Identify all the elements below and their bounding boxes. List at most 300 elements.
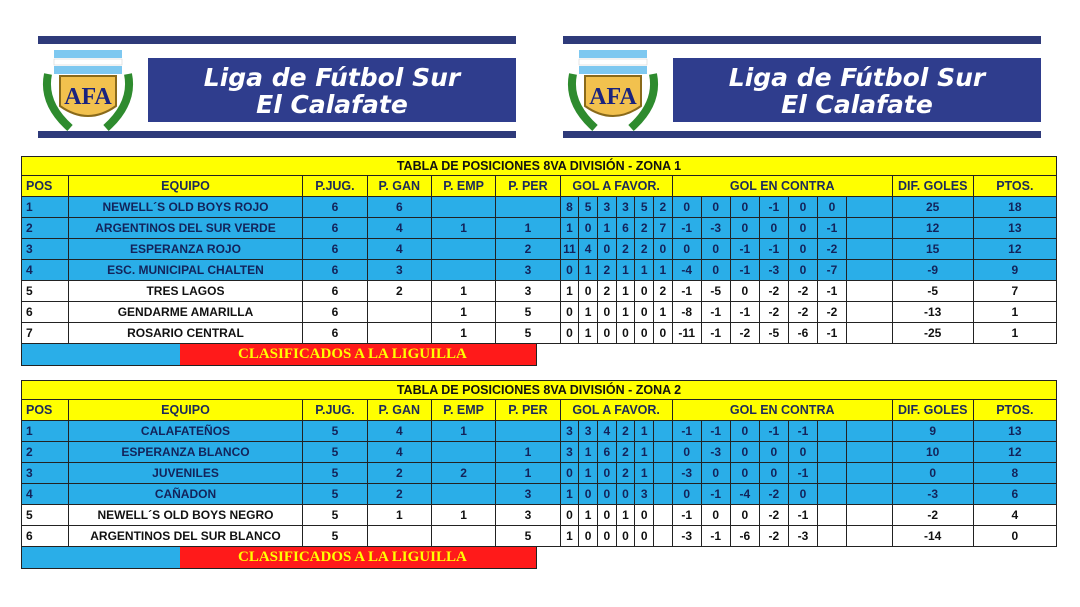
- col-dif: DIF. GOLES: [892, 176, 973, 197]
- cell-pemp: 1: [431, 218, 495, 239]
- cell-pos: 2: [22, 442, 69, 463]
- cell-gol-favor: 1: [597, 218, 616, 239]
- cell-gol-contra: -2: [759, 281, 788, 302]
- cell-gol-favor: 2: [635, 239, 654, 260]
- cell-pper: 3: [496, 281, 560, 302]
- cell-ptos: 1: [973, 302, 1056, 323]
- col-pgan: P. GAN: [367, 176, 431, 197]
- cell-gol-favor: [654, 421, 673, 442]
- banner-top-bar: [563, 36, 1041, 44]
- cell-pgan: [367, 323, 431, 344]
- banner-bottom-bar: [563, 131, 1041, 138]
- cell-team: NEWELL´S OLD BOYS ROJO: [68, 197, 303, 218]
- cell-gol-favor: 3: [560, 442, 579, 463]
- league-banner-left: [38, 36, 516, 140]
- cell-spacer: [847, 323, 893, 344]
- legend-label: CLASIFICADOS A LA LIGUILLA: [180, 547, 536, 568]
- cell-pgan: [367, 526, 431, 547]
- cell-gol-favor: 1: [616, 281, 635, 302]
- cell-gol-contra: -1: [759, 421, 788, 442]
- col-gol-contra: GOL EN CONTRA: [672, 176, 892, 197]
- cell-gol-contra: [817, 526, 846, 547]
- col-ptos: PTOS.: [973, 176, 1056, 197]
- cell-pemp: [431, 484, 495, 505]
- cell-pper: 1: [496, 442, 560, 463]
- standings-zona-1: [21, 156, 1057, 366]
- cell-gol-contra: -1: [701, 302, 730, 323]
- cell-gol-contra: 0: [701, 463, 730, 484]
- cell-gol-contra: 0: [788, 442, 817, 463]
- cell-pos: 6: [22, 302, 69, 323]
- cell-pper: 1: [496, 463, 560, 484]
- cell-gol-favor: 1: [579, 505, 598, 526]
- cell-pper: 5: [496, 323, 560, 344]
- cell-gol-favor: 0: [597, 505, 616, 526]
- col-equipo: EQUIPO: [68, 176, 303, 197]
- cell-dif: -3: [892, 484, 973, 505]
- cell-pemp: 1: [431, 421, 495, 442]
- col-pper: P. PER: [496, 400, 560, 421]
- cell-ptos: 9: [973, 260, 1056, 281]
- cell-gol-contra: 0: [788, 197, 817, 218]
- cell-ptos: 0: [973, 526, 1056, 547]
- cell-gol-contra: -2: [817, 302, 846, 323]
- cell-dif: 9: [892, 421, 973, 442]
- cell-pos: 3: [22, 239, 69, 260]
- cell-pper: 3: [496, 505, 560, 526]
- cell-dif: 12: [892, 218, 973, 239]
- cell-gol-favor: 1: [560, 281, 579, 302]
- cell-gol-contra: -1: [817, 281, 846, 302]
- cell-dif: 25: [892, 197, 973, 218]
- cell-pjug: 5: [303, 421, 367, 442]
- cell-pgan: [367, 302, 431, 323]
- cell-pemp: 2: [431, 463, 495, 484]
- cell-gol-favor: 0: [560, 463, 579, 484]
- col-pjug: P.JUG.: [303, 176, 367, 197]
- cell-spacer: [847, 260, 893, 281]
- cell-gol-contra: -4: [730, 484, 759, 505]
- cell-pos: 7: [22, 323, 69, 344]
- cell-gol-favor: 2: [616, 239, 635, 260]
- cell-spacer: [847, 484, 893, 505]
- cell-pjug: 6: [303, 323, 367, 344]
- cell-pos: 3: [22, 463, 69, 484]
- legend-blue-swatch: [22, 547, 180, 568]
- cell-pjug: 5: [303, 526, 367, 547]
- cell-pemp: [431, 197, 495, 218]
- col-gol-favor: GOL A FAVOR.: [560, 176, 672, 197]
- table-row: [22, 218, 1057, 239]
- table-title: TABLA DE POSICIONES 8VA DIVISIÓN - ZONA 2: [22, 381, 1057, 400]
- cell-gol-contra: 0: [701, 260, 730, 281]
- cell-gol-favor: 1: [635, 421, 654, 442]
- table-title: TABLA DE POSICIONES 8VA DIVISIÓN - ZONA 1: [22, 157, 1057, 176]
- cell-gol-contra: -7: [817, 260, 846, 281]
- cell-dif: -9: [892, 260, 973, 281]
- cell-pjug: 5: [303, 505, 367, 526]
- cell-pjug: 6: [303, 302, 367, 323]
- cell-gol-favor: 4: [579, 239, 598, 260]
- cell-ptos: 12: [973, 239, 1056, 260]
- cell-pjug: 5: [303, 463, 367, 484]
- cell-gol-favor: 2: [635, 218, 654, 239]
- cell-gol-contra: 0: [788, 484, 817, 505]
- cell-gol-contra: -1: [817, 218, 846, 239]
- cell-gol-contra: 0: [701, 197, 730, 218]
- cell-gol-favor: 1: [560, 484, 579, 505]
- col-pper: P. PER: [496, 176, 560, 197]
- table-row: [22, 260, 1057, 281]
- col-equipo: EQUIPO: [68, 400, 303, 421]
- table-row: [22, 281, 1057, 302]
- classified-legend: [21, 547, 537, 569]
- afa-logo-icon: [565, 48, 661, 134]
- cell-pper: [496, 197, 560, 218]
- cell-gol-contra: -1: [730, 260, 759, 281]
- cell-ptos: 7: [973, 281, 1056, 302]
- cell-gol-contra: -5: [759, 323, 788, 344]
- cell-pper: 3: [496, 484, 560, 505]
- cell-pper: 5: [496, 302, 560, 323]
- afa-logo-icon: [40, 48, 136, 134]
- cell-gol-favor: 1: [635, 260, 654, 281]
- cell-gol-favor: 3: [616, 197, 635, 218]
- cell-gol-contra: 0: [672, 239, 701, 260]
- cell-gol-favor: 1: [635, 442, 654, 463]
- cell-gol-favor: 8: [560, 197, 579, 218]
- cell-gol-favor: 7: [654, 218, 673, 239]
- cell-pjug: 6: [303, 239, 367, 260]
- cell-gol-favor: 1: [579, 323, 598, 344]
- cell-pjug: 6: [303, 260, 367, 281]
- cell-pemp: 1: [431, 323, 495, 344]
- title-line-2: El Calafate: [781, 90, 933, 119]
- cell-gol-contra: -3: [701, 218, 730, 239]
- cell-pper: 3: [496, 260, 560, 281]
- cell-pgan: 4: [367, 239, 431, 260]
- cell-dif: -14: [892, 526, 973, 547]
- cell-gol-favor: 3: [560, 421, 579, 442]
- table-row: [22, 484, 1057, 505]
- cell-pos: 4: [22, 260, 69, 281]
- cell-gol-contra: -5: [701, 281, 730, 302]
- cell-gol-favor: 0: [635, 323, 654, 344]
- banner-top-bar: [38, 36, 516, 44]
- cell-pemp: 1: [431, 505, 495, 526]
- cell-gol-contra: -4: [672, 260, 701, 281]
- cell-pemp: 1: [431, 302, 495, 323]
- cell-gol-favor: 0: [654, 323, 673, 344]
- cell-gol-favor: 1: [654, 260, 673, 281]
- cell-spacer: [847, 281, 893, 302]
- cell-gol-contra: [817, 463, 846, 484]
- cell-dif: -13: [892, 302, 973, 323]
- legend-label: CLASIFICADOS A LA LIGUILLA: [180, 344, 536, 365]
- table-row: [22, 505, 1057, 526]
- cell-gol-favor: 0: [616, 323, 635, 344]
- cell-dif: 10: [892, 442, 973, 463]
- cell-ptos: 6: [973, 484, 1056, 505]
- cell-gol-contra: 0: [730, 218, 759, 239]
- cell-spacer: [847, 218, 893, 239]
- cell-gol-contra: -2: [759, 505, 788, 526]
- cell-gol-favor: [654, 505, 673, 526]
- cell-team: ROSARIO CENTRAL: [68, 323, 303, 344]
- table-row: [22, 526, 1057, 547]
- league-banner-right: [563, 36, 1041, 140]
- cell-gol-contra: -6: [730, 526, 759, 547]
- cell-spacer: [847, 463, 893, 484]
- cell-pper: 1: [496, 218, 560, 239]
- cell-pos: 5: [22, 505, 69, 526]
- cell-team: ESPERANZA BLANCO: [68, 442, 303, 463]
- cell-gol-contra: 0: [788, 239, 817, 260]
- cell-gol-favor: 0: [654, 239, 673, 260]
- cell-spacer: [847, 421, 893, 442]
- cell-gol-contra: -3: [759, 260, 788, 281]
- cell-gol-favor: 0: [560, 323, 579, 344]
- cell-gol-favor: 0: [579, 526, 598, 547]
- cell-gol-contra: -2: [788, 302, 817, 323]
- cell-gol-contra: 0: [701, 505, 730, 526]
- cell-gol-favor: 5: [635, 197, 654, 218]
- cell-team: NEWELL´S OLD BOYS NEGRO: [68, 505, 303, 526]
- classified-legend: [21, 344, 537, 366]
- cell-team: ESC. MUNICIPAL CHALTEN: [68, 260, 303, 281]
- cell-gol-contra: 0: [788, 260, 817, 281]
- cell-pemp: 1: [431, 281, 495, 302]
- cell-gol-contra: -1: [701, 484, 730, 505]
- cell-ptos: 1: [973, 323, 1056, 344]
- col-pemp: P. EMP: [431, 176, 495, 197]
- cell-dif: 0: [892, 463, 973, 484]
- col-dif: DIF. GOLES: [892, 400, 973, 421]
- cell-gol-contra: -3: [672, 526, 701, 547]
- cell-pos: 2: [22, 218, 69, 239]
- cell-spacer: [847, 197, 893, 218]
- cell-gol-contra: 0: [730, 281, 759, 302]
- cell-gol-contra: -1: [817, 323, 846, 344]
- cell-gol-favor: 5: [579, 197, 598, 218]
- cell-gol-favor: 0: [597, 526, 616, 547]
- cell-gol-favor: 1: [654, 302, 673, 323]
- cell-gol-favor: 1: [579, 442, 598, 463]
- cell-gol-favor: 1: [560, 218, 579, 239]
- cell-spacer: [847, 442, 893, 463]
- cell-gol-contra: 0: [817, 197, 846, 218]
- cell-ptos: 13: [973, 218, 1056, 239]
- cell-pper: 2: [496, 239, 560, 260]
- cell-pgan: 3: [367, 260, 431, 281]
- banner-bottom-bar: [38, 131, 516, 138]
- title-line-1: Liga de Fútbol Sur: [203, 63, 461, 92]
- cell-ptos: 13: [973, 421, 1056, 442]
- table-row: [22, 197, 1057, 218]
- cell-gol-contra: -2: [730, 323, 759, 344]
- col-pos: POS: [22, 400, 69, 421]
- table-row: [22, 323, 1057, 344]
- cell-gol-favor: 1: [560, 526, 579, 547]
- cell-gol-contra: -8: [672, 302, 701, 323]
- cell-gol-contra: -1: [672, 218, 701, 239]
- cell-gol-contra: -1: [672, 505, 701, 526]
- cell-gol-favor: [654, 442, 673, 463]
- cell-spacer: [847, 526, 893, 547]
- banner-title: [673, 58, 1041, 122]
- cell-gol-contra: 0: [730, 463, 759, 484]
- cell-gol-favor: 2: [616, 421, 635, 442]
- cell-pos: 4: [22, 484, 69, 505]
- cell-gol-favor: 6: [597, 442, 616, 463]
- table-row: [22, 421, 1057, 442]
- cell-gol-favor: 2: [616, 442, 635, 463]
- cell-pgan: 2: [367, 463, 431, 484]
- cell-pemp: [431, 239, 495, 260]
- cell-gol-contra: -1: [759, 197, 788, 218]
- cell-team: TRES LAGOS: [68, 281, 303, 302]
- cell-dif: -25: [892, 323, 973, 344]
- cell-gol-favor: 0: [579, 484, 598, 505]
- cell-spacer: [847, 239, 893, 260]
- cell-gol-favor: 0: [560, 302, 579, 323]
- cell-gol-favor: 6: [616, 218, 635, 239]
- cell-gol-contra: -2: [759, 526, 788, 547]
- cell-gol-contra: -2: [759, 484, 788, 505]
- cell-gol-contra: 0: [730, 505, 759, 526]
- cell-gol-contra: -1: [701, 421, 730, 442]
- cell-team: ESPERANZA ROJO: [68, 239, 303, 260]
- cell-team: CAÑADON: [68, 484, 303, 505]
- cell-dif: 15: [892, 239, 973, 260]
- cell-gol-favor: 11: [560, 239, 579, 260]
- cell-gol-favor: 2: [616, 463, 635, 484]
- standings-table: [21, 156, 1057, 344]
- cell-gol-favor: 1: [616, 505, 635, 526]
- col-pos: POS: [22, 176, 69, 197]
- cell-gol-contra: [817, 505, 846, 526]
- cell-gol-favor: 0: [597, 484, 616, 505]
- table-row: [22, 239, 1057, 260]
- cell-gol-contra: 0: [730, 442, 759, 463]
- cell-gol-contra: -2: [788, 281, 817, 302]
- cell-pgan: 2: [367, 281, 431, 302]
- cell-gol-favor: 0: [579, 218, 598, 239]
- cell-gol-favor: 2: [654, 197, 673, 218]
- cell-gol-favor: 0: [635, 281, 654, 302]
- standings-table: [21, 380, 1057, 547]
- cell-gol-contra: -6: [788, 323, 817, 344]
- cell-ptos: 8: [973, 463, 1056, 484]
- cell-pjug: 6: [303, 281, 367, 302]
- cell-pjug: 6: [303, 218, 367, 239]
- cell-gol-favor: 3: [579, 421, 598, 442]
- cell-gol-favor: 0: [597, 323, 616, 344]
- cell-gol-favor: 1: [579, 260, 598, 281]
- cell-gol-favor: 3: [597, 197, 616, 218]
- svg-text:AFA: AFA: [64, 84, 112, 110]
- cell-gol-contra: 0: [672, 484, 701, 505]
- cell-gol-contra: -1: [759, 239, 788, 260]
- cell-gol-favor: 0: [579, 281, 598, 302]
- cell-gol-favor: [654, 463, 673, 484]
- cell-team: JUVENILES: [68, 463, 303, 484]
- cell-ptos: 18: [973, 197, 1056, 218]
- cell-ptos: 4: [973, 505, 1056, 526]
- col-pjug: P.JUG.: [303, 400, 367, 421]
- col-gol-favor: GOL A FAVOR.: [560, 400, 672, 421]
- cell-gol-favor: 4: [597, 421, 616, 442]
- cell-gol-contra: -1: [672, 421, 701, 442]
- cell-gol-favor: 0: [635, 302, 654, 323]
- cell-gol-contra: 0: [788, 218, 817, 239]
- cell-gol-contra: 0: [730, 197, 759, 218]
- cell-gol-favor: 1: [635, 463, 654, 484]
- cell-pjug: 5: [303, 484, 367, 505]
- cell-team: CALAFATEÑOS: [68, 421, 303, 442]
- cell-gol-favor: 0: [560, 505, 579, 526]
- title-line-1: Liga de Fútbol Sur: [728, 63, 986, 92]
- cell-gol-contra: -2: [817, 239, 846, 260]
- cell-pgan: 4: [367, 421, 431, 442]
- cell-gol-favor: 1: [616, 260, 635, 281]
- table-row: [22, 302, 1057, 323]
- cell-pgan: 4: [367, 218, 431, 239]
- col-gol-contra: GOL EN CONTRA: [672, 400, 892, 421]
- cell-gol-favor: 0: [616, 526, 635, 547]
- cell-pos: 6: [22, 526, 69, 547]
- cell-team: ARGENTINOS DEL SUR BLANCO: [68, 526, 303, 547]
- cell-gol-favor: 2: [654, 281, 673, 302]
- cell-spacer: [847, 302, 893, 323]
- cell-gol-contra: -1: [730, 239, 759, 260]
- cell-pgan: 4: [367, 442, 431, 463]
- cell-pemp: [431, 260, 495, 281]
- cell-dif: -5: [892, 281, 973, 302]
- cell-gol-favor: [654, 526, 673, 547]
- col-pemp: P. EMP: [431, 400, 495, 421]
- cell-pemp: [431, 526, 495, 547]
- cell-gol-contra: -3: [672, 463, 701, 484]
- table-row: [22, 463, 1057, 484]
- svg-text:AFA: AFA: [589, 84, 637, 110]
- cell-team: ARGENTINOS DEL SUR VERDE: [68, 218, 303, 239]
- cell-pgan: 1: [367, 505, 431, 526]
- cell-gol-contra: -1: [701, 526, 730, 547]
- cell-pos: 5: [22, 281, 69, 302]
- cell-gol-contra: 0: [672, 442, 701, 463]
- cell-gol-favor: 0: [597, 239, 616, 260]
- cell-gol-favor: [654, 484, 673, 505]
- cell-gol-favor: 0: [635, 526, 654, 547]
- cell-gol-favor: 0: [597, 302, 616, 323]
- cell-pper: 5: [496, 526, 560, 547]
- cell-gol-favor: 2: [597, 260, 616, 281]
- col-ptos: PTOS.: [973, 400, 1056, 421]
- cell-gol-contra: 0: [730, 421, 759, 442]
- cell-gol-favor: 2: [597, 281, 616, 302]
- cell-gol-contra: 0: [759, 218, 788, 239]
- cell-gol-contra: -3: [788, 526, 817, 547]
- cell-gol-contra: 0: [759, 463, 788, 484]
- table-row: [22, 442, 1057, 463]
- cell-gol-contra: 0: [759, 442, 788, 463]
- cell-spacer: [847, 505, 893, 526]
- cell-gol-contra: -2: [759, 302, 788, 323]
- cell-gol-favor: 0: [616, 484, 635, 505]
- legend-blue-swatch: [22, 344, 180, 365]
- title-line-2: El Calafate: [256, 90, 408, 119]
